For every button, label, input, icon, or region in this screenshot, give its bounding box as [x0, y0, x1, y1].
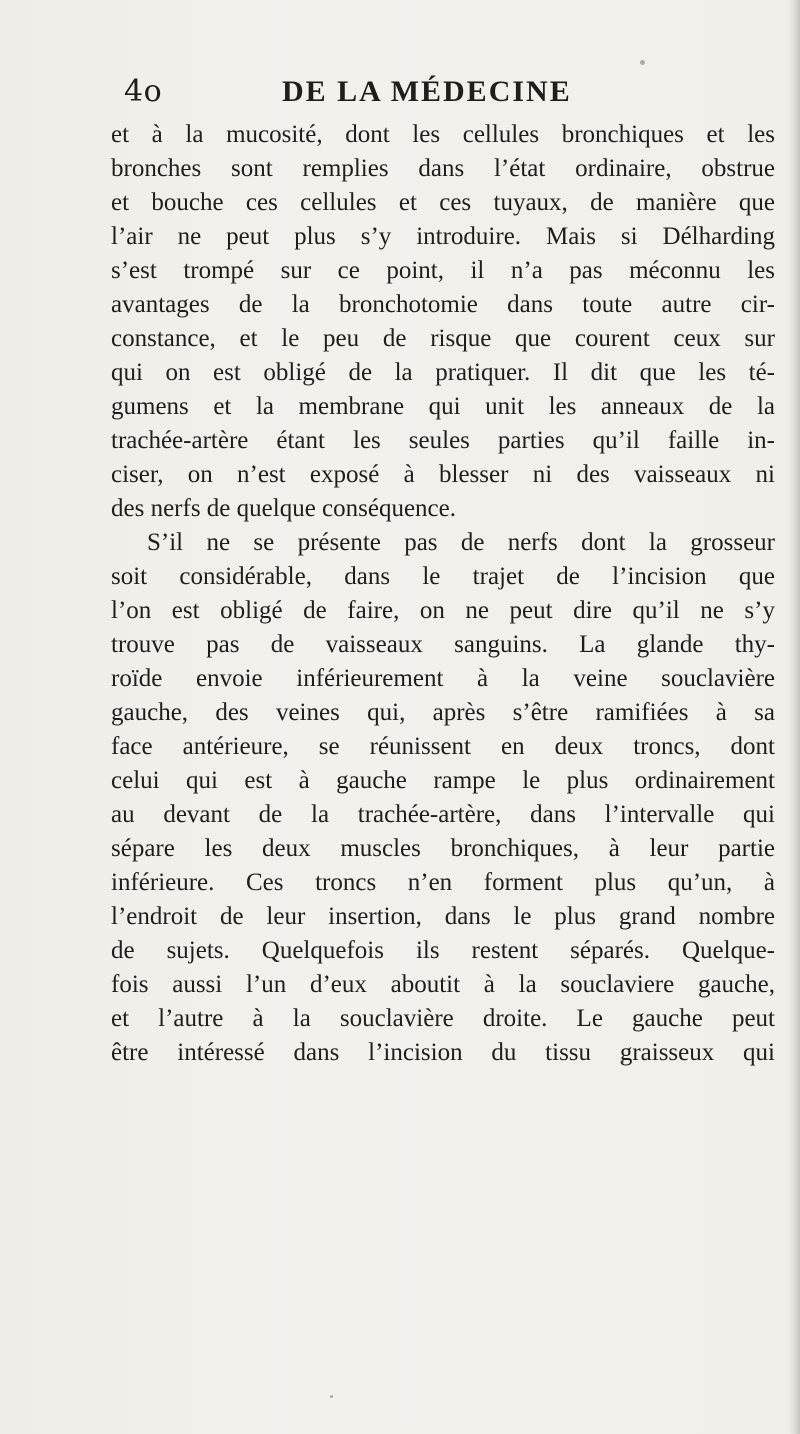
paper-speck	[620, 1060, 624, 1064]
text-line: face antérieure, se réunissent en deux troncs, dont	[111, 733, 775, 760]
text-line: de sujets. Quelquefois ils restent séparés. Quelque-	[111, 937, 775, 964]
page-number: 4o	[124, 74, 163, 109]
text-line: constance, et le peu de risque que courent ceux sur	[111, 325, 775, 352]
text-line: être intéressé dans l’incision du tissu graisseux qui	[111, 1039, 775, 1066]
text-line: roïde envoie inférieurement à la veine souclavière	[111, 665, 775, 692]
text-line: S’il ne se présente pas de nerfs dont la grosseur	[147, 529, 775, 556]
text-line: inférieure. Ces troncs n’en forment plus qu’un, à	[111, 869, 775, 896]
paper-speck	[640, 60, 645, 65]
running-title: DE LA MÉDECINE	[282, 75, 572, 108]
text-line: l’endroit de leur insertion, dans le plus grand nombre	[111, 903, 775, 930]
page-header	[124, 72, 774, 112]
text-line: au devant de la trachée-artère, dans l’intervalle qui	[111, 801, 775, 828]
text-line: fois aussi l’un d’eux aboutit à la souclaviere gauche,	[111, 971, 775, 998]
text-line: celui qui est à gauche rampe le plus ordinairement	[111, 767, 775, 794]
text-line: soit considérable, dans le trajet de l’incision que	[111, 563, 775, 590]
body-text	[111, 118, 775, 1070]
text-line: l’on est obligé de faire, on ne peut dire qu’il ne s’y	[111, 597, 775, 624]
page-edge-shadow	[788, 0, 800, 1434]
text-line: s’est trompé sur ce point, il n’a pas méconnu les	[111, 257, 775, 284]
paper-speck	[330, 1395, 333, 1398]
text-line: trachée-artère étant les seules parties qu’il faille in-	[111, 427, 775, 454]
text-line: des nerfs de quelque conséquence.	[111, 495, 456, 522]
text-line: et à la mucosité, dont les cellules bronchiques et les	[111, 121, 775, 148]
text-line: et bouche ces cellules et ces tuyaux, de manière que	[111, 189, 775, 216]
text-line: ciser, on n’est exposé à blesser ni des vaisseaux ni	[111, 461, 775, 488]
text-line: bronches sont remplies dans l’état ordinaire, obstrue	[111, 155, 775, 182]
text-line: et l’autre à la souclavière droite. Le gauche peut	[111, 1005, 775, 1032]
text-line: l’air ne peut plus s’y introduire. Mais si Délharding	[111, 223, 775, 250]
text-line: sépare les deux muscles bronchiques, à leur partie	[111, 835, 775, 862]
text-line: qui on est obligé de la pratiquer. Il dit que les té-	[111, 359, 775, 386]
text-line: gauche, des veines qui, après s’être ramifiées à sa	[111, 699, 775, 726]
text-line: trouve pas de vaisseaux sanguins. La glande thy-	[111, 631, 775, 658]
text-line: gumens et la membrane qui unit les anneaux de la	[111, 393, 775, 420]
text-line: avantages de la bronchotomie dans toute autre cir-	[111, 291, 775, 318]
